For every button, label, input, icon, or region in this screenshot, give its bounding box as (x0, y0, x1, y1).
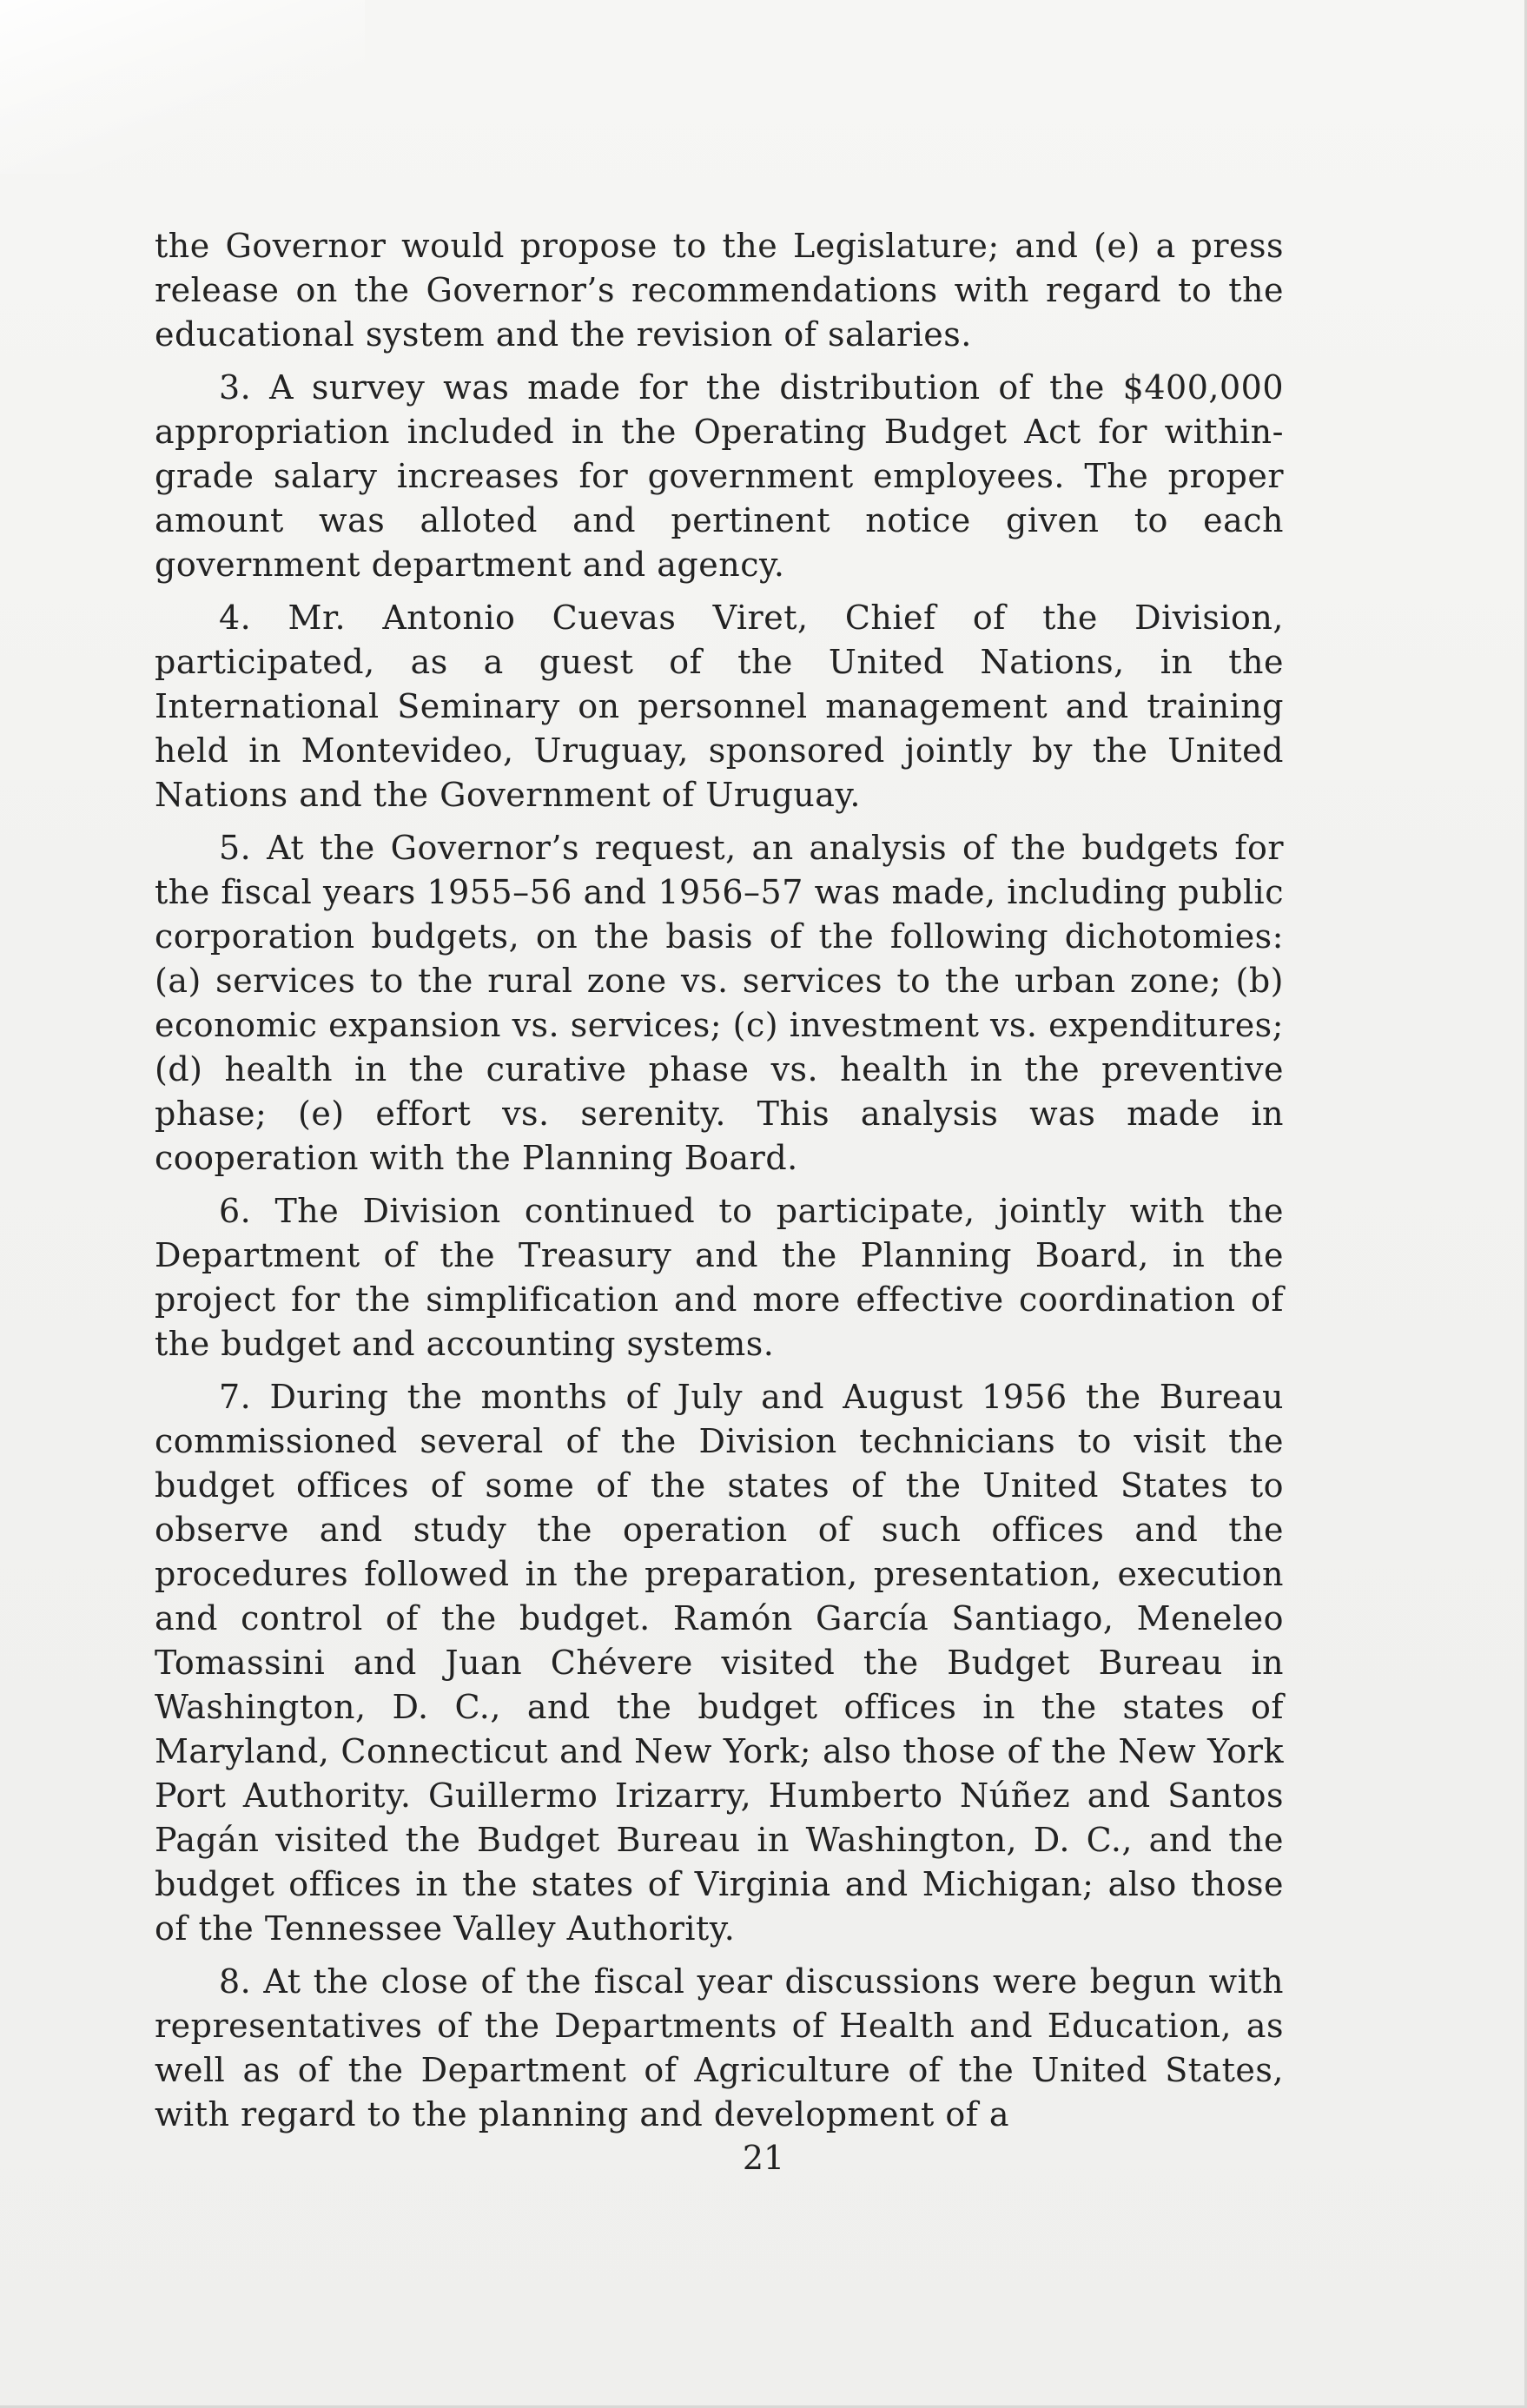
paragraph-continuation: the Governor would propose to the Legislature; and (e) a press release on the Governor’s recommendations with regard to the educational system and the revision of salaries. (155, 227, 1284, 354)
paragraph-8: 8. At the close of the fiscal year discussions were begun with representatives of the Departments of Health and Education, as well as of the Department of Agriculture of the United States, with regard to the planning and development of a (155, 1962, 1284, 2133)
page-number: 21 (742, 2139, 785, 2177)
body-text (155, 224, 1284, 2146)
paragraph-7: 7. During the months of July and August 1956 the Bureau commissioned several of the Division technicians to visit the budget offices of some of the states of the United States to observe and study the operation of such offices and the procedures followed in the preparation, presentation, execution and control of the budget. Ramón García Santiago, Meneleo Tomassini and Juan Chévere visited the Budget Bureau in Washington, D. C., and the budget offices in the states of Maryland, Connecticut and New York; also those of the New York Port Authority. Guillermo Irizarry, Humberto Núñez and Santos Pagán visited the Budget Bureau in Washington, D. C., and the budget offices in the states of Virginia and Michigan; also those of the Tennessee Valley Authority. (155, 1378, 1284, 1948)
paragraph-5: 5. At the Governor’s request, an analysis of the budgets for the fiscal years 1955–56 and 1956–57 was made, including public corporation budgets, on the basis of the following dichotomies: (a) services to the rural zone vs. services to the urban zone; (b) economic expansion vs. services; (c) investment vs. expenditures; (d) health in the curative phase vs. health in the preventive phase; (e) effort vs. serenity. This analysis was made in cooperation with the Planning Board. (155, 829, 1284, 1177)
page-corner-shading (0, 0, 365, 174)
paragraph-6: 6. The Division continued to participate, jointly with the Department of the Treasury and the Planning Board, in the project for the simplification and more effective coordination of the budget and accounting systems. (155, 1192, 1284, 1363)
paragraph-4: 4. Mr. Antonio Cuevas Viret, Chief of the Division, participated, as a guest of the United Nations, in the International Seminary on personnel management and training held in Montevideo, Uruguay, sponsored jointly by the United Nations and the Government of Uruguay. (155, 599, 1284, 814)
paragraph-3: 3. A survey was made for the distribution of the $400,000 appropriation included in the Operating Budget Act for within-grade salary increases for government employees. The proper amount was alloted and pertinent notice given to each government department and agency. (155, 368, 1284, 584)
